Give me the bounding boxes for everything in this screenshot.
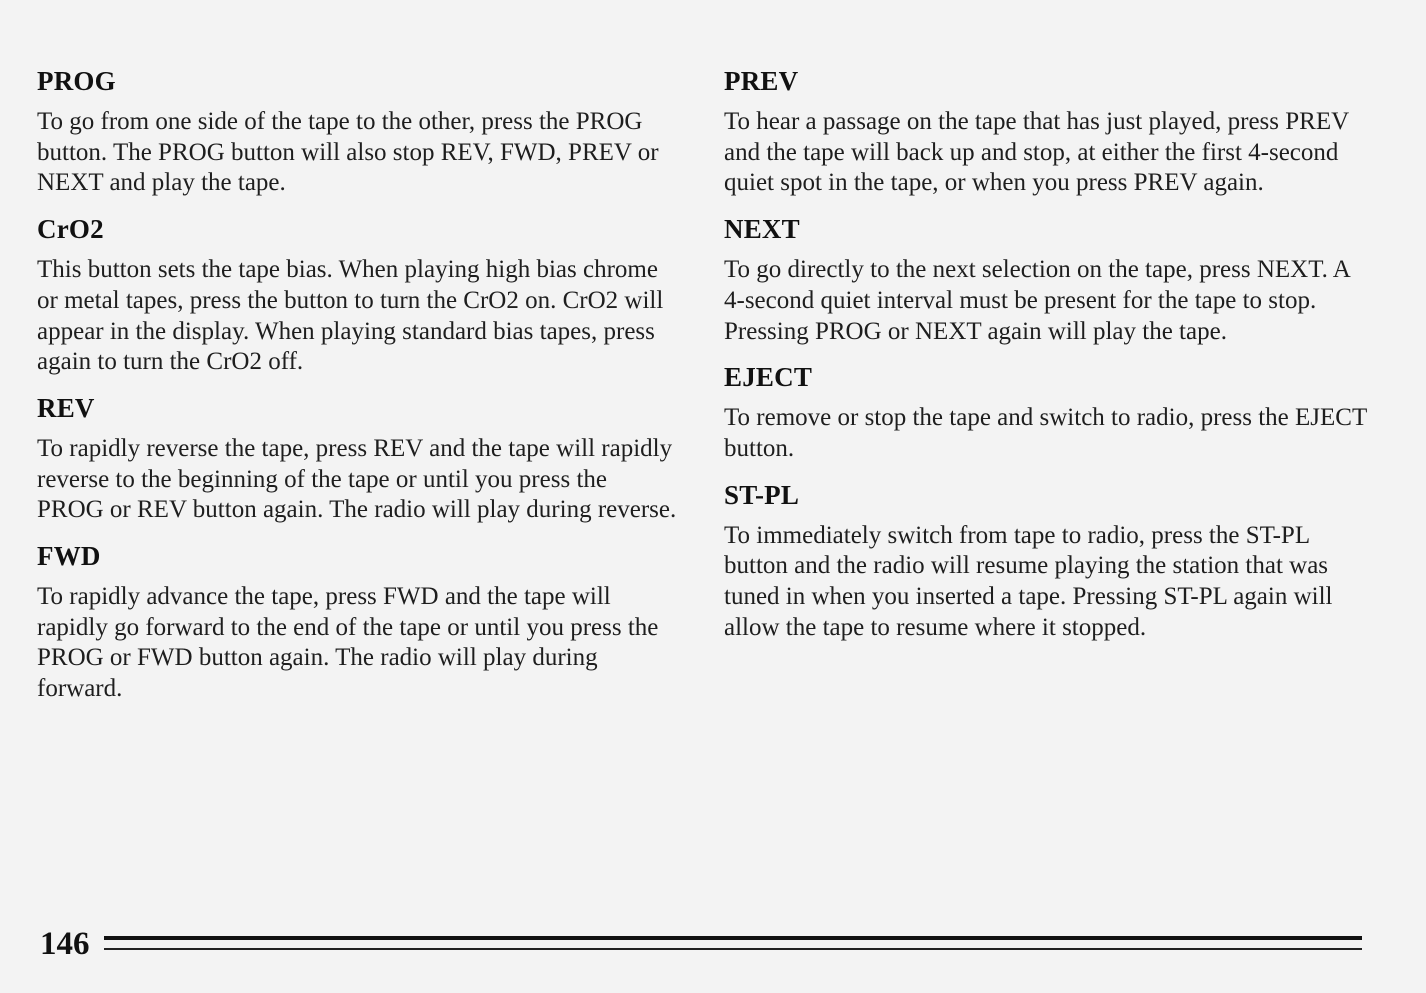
right-column [724, 60, 1372, 656]
footer-rule-thin [104, 948, 1362, 950]
section-body: To go from one side of the tape to the other, press the PROG button. The PROG button will also stop REV, FWD, PREV or NEXT and play the tape. [37, 108, 659, 197]
footer-rule-thick [104, 936, 1362, 940]
section-heading: REV [37, 392, 95, 423]
section-body: To immediately switch from tape to radio, press the ST-PL button and the radio will resume playing the station that was tuned in when you inserted a tape. Pressing ST-PL again will allow the tape to resume where it stopped. [724, 521, 1333, 641]
section-heading: PREV [724, 66, 799, 96]
section-prev [724, 64, 1372, 199]
section-st-pl [724, 478, 1372, 644]
section-body: This button sets the tape bias. When playing high bias chrome or metal tapes, press the button to turn the CrO2 on. CrO2 will appear in the display. When playing standard bias tapes, press again to turn the CrO2 off. [37, 256, 664, 376]
page-number: 146 [40, 926, 90, 962]
section-heading: ST-PL [724, 479, 800, 510]
section-cro2 [37, 212, 677, 378]
section-next [724, 212, 1372, 347]
section-heading: FWD [37, 541, 101, 572]
section-body: To rapidly reverse the tape, press REV and the tape will rapidly reverse to the beginning of the tape or until you press the PROG or REV button again. The radio will play during reverse. [37, 434, 677, 524]
section-body: To go directly to the next selection on the tape, press NEXT. A 4-second quiet interval must be present for the tape to stop. Pressing PROG or NEXT again will play the tape. [724, 256, 1350, 345]
section-heading: NEXT [724, 214, 800, 245]
section-heading: PROG [37, 66, 116, 96]
section-body: To rapidly advance the tape, press FWD and the tape will rapidly go forward to the end of the tape or until you press the PROG or FWD button again. The radio will play during forward. [37, 583, 659, 703]
section-heading: EJECT [724, 362, 813, 393]
section-eject [724, 360, 1372, 464]
section-fwd [37, 539, 677, 705]
section-prog [37, 64, 677, 199]
left-column [37, 60, 677, 718]
page-footer [40, 922, 1362, 966]
section-body: To remove or stop the tape and switch to radio, press the EJECT button. [724, 404, 1367, 462]
section-rev [37, 391, 677, 526]
section-body: To hear a passage on the tape that has just played, press PREV and the tape will back up and stop, at either the first 4-second quiet spot in the tape, or when you press PREV again. [724, 108, 1349, 197]
section-heading: CrO2 [37, 214, 104, 245]
